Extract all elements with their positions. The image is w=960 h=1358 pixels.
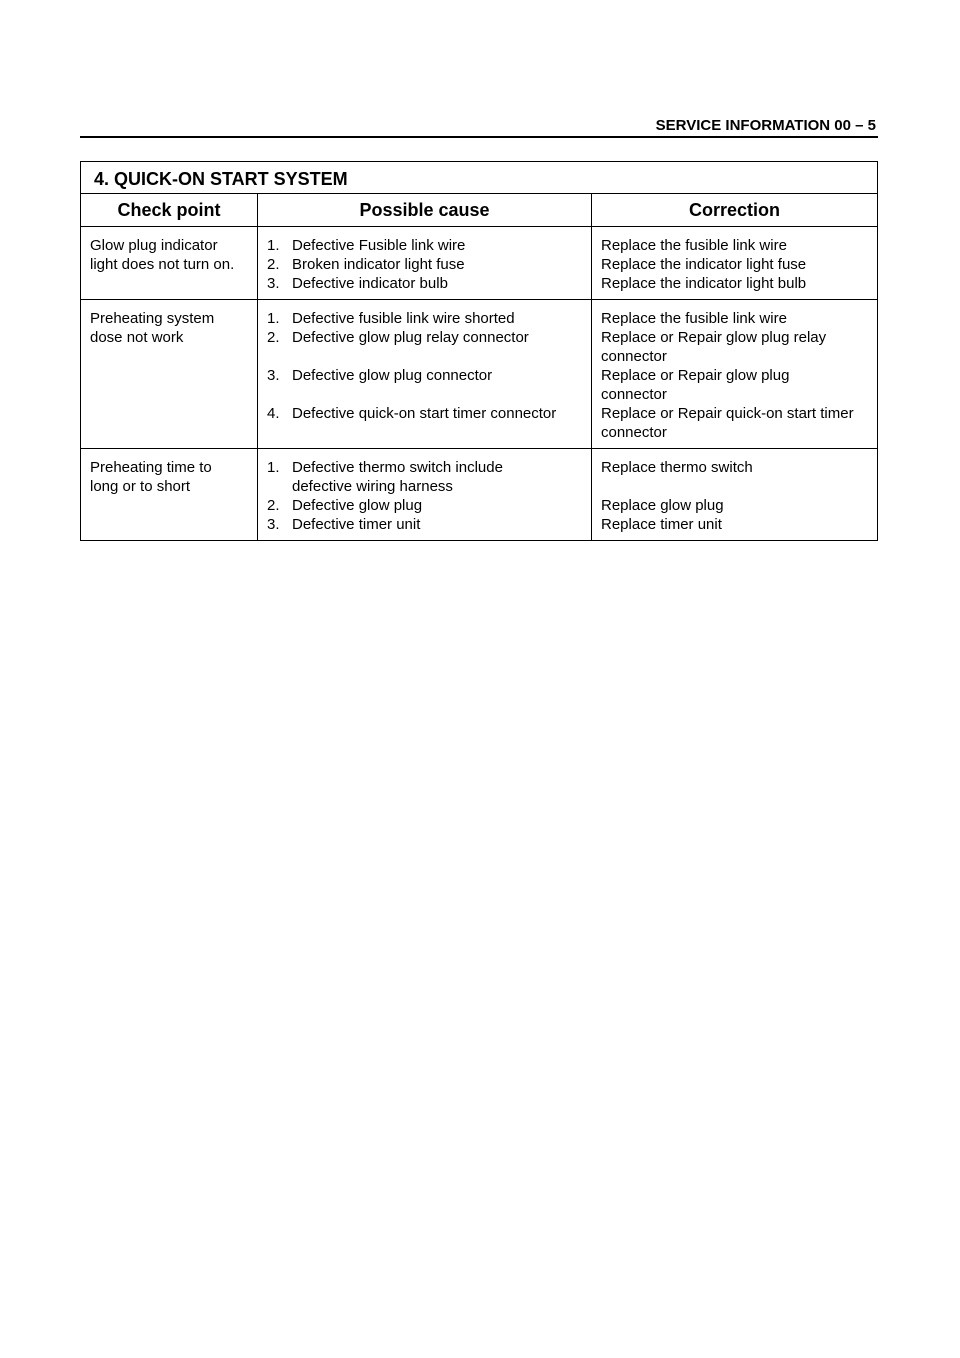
- check-point-line: dose not work: [90, 329, 184, 346]
- spacer: [601, 477, 869, 496]
- cause-item: [267, 496, 583, 515]
- cause-line: Defective glow plug: [292, 497, 423, 514]
- cause-item: [267, 366, 583, 385]
- check-point-line: Preheating system: [90, 310, 215, 327]
- check-point-line: Preheating time to: [90, 459, 212, 476]
- cause-text: [292, 236, 583, 255]
- section-title: 4. QUICK-ON START SYSTEM: [81, 162, 878, 194]
- correction-cell: [592, 300, 878, 449]
- correction-line: connector: [601, 424, 667, 441]
- correction-line: Replace the indicator light fuse: [601, 256, 807, 273]
- correction-line: Replace the fusible link wire: [601, 237, 787, 254]
- cause-line: Defective fusible link wire shorted: [292, 310, 515, 327]
- cause-number: 4.: [267, 405, 280, 422]
- cause-text: [292, 328, 583, 347]
- cause-line: Defective glow plug connector: [292, 367, 493, 384]
- check-point-cell: [81, 300, 258, 449]
- correction-line: connector: [601, 348, 667, 365]
- cause-text: [292, 515, 583, 534]
- cause-item: [267, 274, 583, 293]
- cause-line: Defective indicator bulb: [292, 275, 448, 292]
- cause-number: 1.: [267, 310, 280, 327]
- column-header-possible-cause: Possible cause: [258, 194, 592, 227]
- cause-item: [267, 328, 583, 347]
- header-rule: [80, 136, 878, 138]
- correction-line: Replace the fusible link wire: [601, 310, 787, 327]
- cause-text: [292, 496, 583, 515]
- cause-number: 2.: [267, 256, 280, 273]
- cause-line: Defective quick-on start timer connector: [292, 405, 557, 422]
- cause-line: Defective Fusible link wire: [292, 237, 466, 254]
- column-header-row: [81, 194, 878, 227]
- correction-cell: [592, 449, 878, 541]
- title-row: [81, 162, 878, 194]
- correction-line: Replace the indicator light bulb: [601, 275, 807, 292]
- correction-line: Replace or Repair glow plug: [601, 367, 790, 384]
- cause-number: 3.: [267, 516, 280, 533]
- possible-cause-cell: [258, 449, 592, 541]
- column-header-correction: Correction: [592, 194, 878, 227]
- possible-cause-cell: [258, 227, 592, 300]
- cause-line: Defective timer unit: [292, 516, 421, 533]
- column-header-check-point: Check point: [81, 194, 258, 227]
- table-row: [81, 449, 878, 541]
- cause-text: [292, 255, 583, 274]
- spacer: [267, 385, 583, 404]
- check-point-line: Glow plug indicator: [90, 237, 218, 254]
- cause-text: [292, 458, 583, 496]
- cause-text: [292, 404, 583, 423]
- cause-line: Broken indicator light fuse: [292, 256, 465, 273]
- correction-line: Replace thermo switch: [601, 459, 753, 476]
- quick-on-start-table: [80, 161, 878, 541]
- cause-text: [292, 274, 583, 293]
- cause-item: [267, 404, 583, 423]
- cause-number: 3.: [267, 275, 280, 292]
- correction-line: Replace glow plug: [601, 497, 724, 514]
- check-point-cell: [81, 449, 258, 541]
- possible-cause-cell: [258, 300, 592, 449]
- check-point-line: long or to short: [90, 478, 191, 495]
- correction-cell: [592, 227, 878, 300]
- cause-number: 2.: [267, 497, 280, 514]
- cause-item: [267, 236, 583, 255]
- cause-line: defective wiring harness: [292, 478, 453, 495]
- cause-line: Defective glow plug relay connector: [292, 329, 529, 346]
- check-point-line: light does not turn on.: [90, 256, 235, 273]
- check-point-cell: [81, 227, 258, 300]
- cause-number: 1.: [267, 237, 280, 254]
- correction-line: connector: [601, 386, 667, 403]
- spacer: [267, 347, 583, 366]
- page-header: SERVICE INFORMATION 00 – 5: [655, 117, 876, 134]
- cause-item: [267, 309, 583, 328]
- cause-text: [292, 309, 583, 328]
- cause-text: [292, 366, 583, 385]
- correction-line: Replace or Repair quick-on start timer: [601, 405, 854, 422]
- table-row: [81, 227, 878, 300]
- cause-number: 1.: [267, 459, 280, 476]
- cause-number: 3.: [267, 367, 280, 384]
- cause-line: Defective thermo switch include: [292, 459, 503, 476]
- cause-item: [267, 255, 583, 274]
- correction-line: Replace or Repair glow plug relay: [601, 329, 827, 346]
- correction-line: Replace timer unit: [601, 516, 722, 533]
- cause-item: [267, 515, 583, 534]
- cause-item: [267, 458, 583, 496]
- table-row: [81, 300, 878, 449]
- cause-number: 2.: [267, 329, 280, 346]
